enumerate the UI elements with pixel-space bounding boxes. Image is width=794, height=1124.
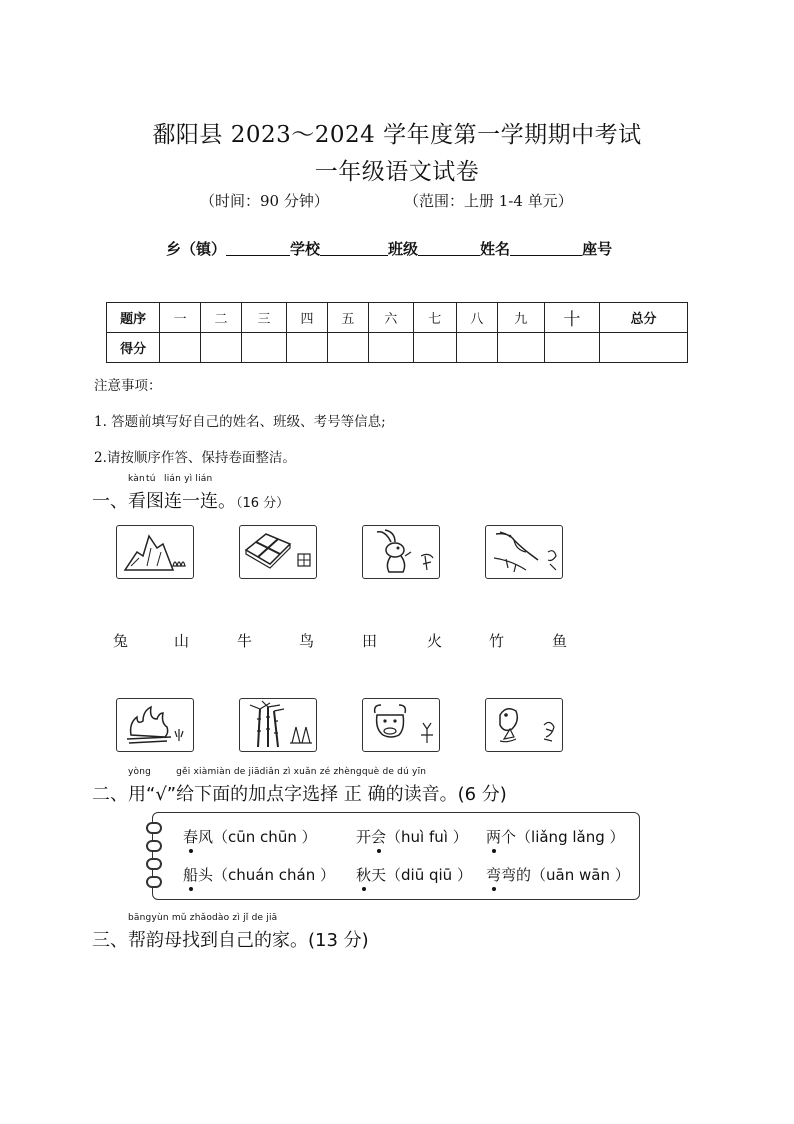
- section3-heading: [92, 913, 369, 952]
- option-3-dotted-char: 两: [486, 828, 502, 846]
- col-6: 六: [368, 303, 413, 333]
- score-cell[interactable]: [497, 333, 544, 363]
- binder-ring: [146, 822, 162, 834]
- option-5-rest: 天: [371, 866, 387, 884]
- section1-pinyin-1: kàn: [128, 474, 145, 484]
- name-blank[interactable]: [510, 241, 582, 256]
- section1-pinyin-3: lián yì lián: [164, 474, 213, 484]
- picture-bird[interactable]: [485, 525, 563, 579]
- section3-number: 三、: [92, 930, 128, 951]
- ox-icon: [363, 699, 439, 751]
- option-1-rest: 风: [198, 828, 214, 846]
- score-cell[interactable]: [544, 333, 599, 363]
- school-label: 学校: [290, 240, 321, 258]
- option-6-dotted-char: 弯: [486, 866, 502, 884]
- section1-number: 一、: [92, 491, 128, 512]
- section1-score: （16 分）: [236, 496, 290, 511]
- option-5-choices: （diū qiū ）: [386, 866, 472, 884]
- exam-time: （时间：90 分钟）: [200, 192, 329, 210]
- class-label: 班级: [388, 240, 419, 258]
- option-1[interactable]: [183, 826, 317, 847]
- notes-heading: 注意事项：: [94, 378, 162, 394]
- section2-pinyin-1: yòng: [128, 767, 152, 777]
- word-8[interactable]: 鱼: [552, 632, 568, 650]
- col-5: 五: [327, 303, 368, 333]
- mountain-icon: [117, 526, 193, 578]
- row-header-score: 得分: [107, 333, 160, 363]
- option-2-pre: 开: [356, 828, 372, 846]
- option-6[interactable]: [486, 864, 630, 885]
- score-table: [106, 302, 688, 363]
- section2-checkmark: “√”: [146, 784, 177, 805]
- option-3-rest: 个: [501, 828, 517, 846]
- picture-fish[interactable]: [485, 698, 563, 752]
- rabbit-icon: [363, 526, 439, 578]
- option-2-dotted-char: 会: [371, 828, 387, 846]
- section3-chars: 帮韵母找到自己的家: [128, 930, 290, 951]
- option-2[interactable]: [356, 826, 468, 847]
- field-icon: [240, 526, 316, 578]
- word-1[interactable]: 兔: [113, 632, 129, 650]
- option-3[interactable]: [486, 826, 625, 847]
- col-2: 二: [201, 303, 242, 333]
- notes-item-1: 1. 答题前填写好自己的姓名、班级、考号等信息;: [94, 414, 386, 430]
- section3-pinyin: bāngyùn mǔ zhǎodào zì jǐ de jiā: [128, 913, 278, 923]
- col-7: 七: [413, 303, 456, 333]
- word-5[interactable]: 田: [362, 632, 378, 650]
- town-blank[interactable]: [226, 241, 290, 256]
- col-total: 总分: [599, 303, 687, 333]
- town-label: 乡（镇）: [166, 240, 227, 258]
- section2-pinyin-2: gěi xiàmiàn de jiādiǎn zì xuǎn zé zhèngquè de dú yīn: [176, 767, 427, 777]
- option-6-rest: 弯的: [501, 866, 532, 884]
- col-8: 八: [456, 303, 497, 333]
- option-6-choices: （uān wān ）: [531, 866, 630, 884]
- option-4-choices: （chuán chán ）: [213, 866, 335, 884]
- section2-char-1: 用: [128, 784, 146, 805]
- col-3: 三: [242, 303, 287, 333]
- score-cell[interactable]: [242, 333, 287, 363]
- seat-label: 座号: [582, 240, 613, 258]
- picture-fire[interactable]: [116, 698, 194, 752]
- notes-item-2: 2.请按顺序作答、保持卷面整洁。: [94, 450, 296, 466]
- section2-number: 二、: [92, 784, 128, 805]
- section2-tail: 。(6 分): [439, 784, 507, 805]
- word-6[interactable]: 火: [427, 632, 443, 650]
- option-1-dotted-char: 春: [183, 828, 199, 846]
- fire-icon: [117, 699, 193, 751]
- option-4[interactable]: [183, 864, 335, 885]
- exam-title-line1: 鄱阳县 2023～2024 学年度第一学期期中考试: [152, 122, 642, 148]
- picture-field[interactable]: [239, 525, 317, 579]
- row-header-order: 题序: [107, 303, 160, 333]
- option-4-dotted-char: 船: [183, 866, 199, 884]
- name-label: 姓名: [480, 240, 511, 258]
- col-1: 一: [160, 303, 201, 333]
- option-3-choices: （liǎng lǎng ）: [516, 828, 625, 846]
- binder-ring: [146, 876, 162, 888]
- section2-heading: [92, 767, 507, 806]
- bamboo-icon: [240, 699, 316, 751]
- total-score-cell[interactable]: [599, 333, 687, 363]
- section1-char-2: 图: [146, 491, 164, 512]
- fish-icon: [486, 699, 562, 751]
- section3-tail: 。(13 分): [290, 930, 369, 951]
- score-cell[interactable]: [201, 333, 242, 363]
- word-2[interactable]: 山: [174, 632, 190, 650]
- score-cell[interactable]: [160, 333, 201, 363]
- col-4: 四: [287, 303, 328, 333]
- option-5-dotted-char: 秋: [356, 866, 372, 884]
- school-blank[interactable]: [320, 241, 388, 256]
- option-2-choices: （huì fuì ）: [386, 828, 468, 846]
- word-4[interactable]: 鸟: [299, 632, 315, 650]
- word-7[interactable]: 竹: [489, 632, 505, 650]
- score-cell[interactable]: [456, 333, 497, 363]
- section1-char-1: 看: [128, 491, 146, 512]
- score-cell[interactable]: [327, 333, 368, 363]
- col-10: 十: [544, 303, 599, 333]
- score-table-score-row: [107, 333, 688, 363]
- word-3[interactable]: 牛: [237, 632, 253, 650]
- section1-char-3: 连一连: [164, 491, 218, 512]
- picture-ox[interactable]: [362, 698, 440, 752]
- score-cell[interactable]: [287, 333, 328, 363]
- score-cell[interactable]: [368, 333, 413, 363]
- section1-pinyin-2: tú: [146, 474, 156, 484]
- picture-rabbit[interactable]: [362, 525, 440, 579]
- col-9: 九: [497, 303, 544, 333]
- student-info-line: [166, 238, 612, 259]
- picture-mountain[interactable]: [116, 525, 194, 579]
- exam-scope: （范围：上册 1-4 单元）: [404, 192, 573, 210]
- section1-heading: [92, 474, 290, 513]
- section1-tail: 。: [218, 491, 236, 512]
- bird-icon: [486, 526, 562, 578]
- binder-ring: [146, 840, 162, 852]
- binder-ring: [146, 858, 162, 870]
- option-4-rest: 头: [198, 866, 214, 884]
- option-1-choices: （cūn chūn ）: [213, 828, 317, 846]
- score-cell[interactable]: [413, 333, 456, 363]
- score-table-header-row: [107, 303, 688, 333]
- picture-bamboo[interactable]: [239, 698, 317, 752]
- option-5[interactable]: [356, 864, 472, 885]
- class-blank[interactable]: [418, 241, 480, 256]
- section2-chars: 给下面的加点字选择 正 确的读音: [176, 784, 440, 805]
- exam-title-line2: 一年级语文试卷: [314, 159, 480, 185]
